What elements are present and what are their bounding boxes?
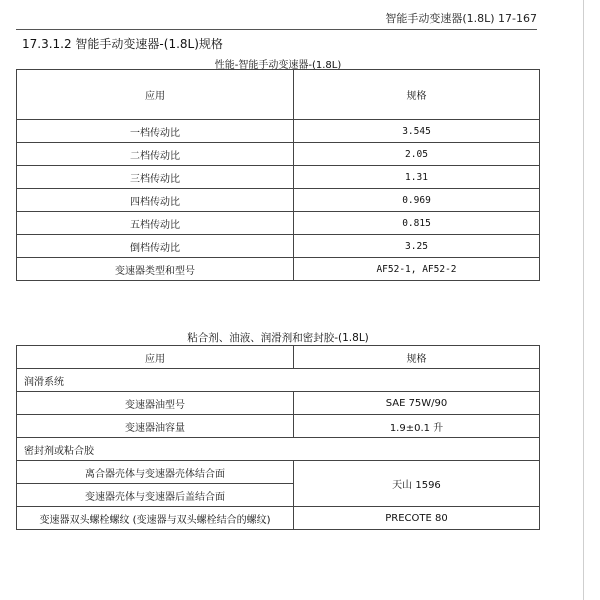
cell-application: 二档传动比	[17, 143, 294, 166]
cell-application: 四档传动比	[17, 189, 294, 212]
group-row	[17, 438, 540, 461]
performance-spec-table	[16, 69, 540, 281]
column-header-application: 应用	[17, 346, 294, 369]
fluids-sealant-table	[16, 345, 540, 530]
cell-application: 一档传动比	[17, 120, 294, 143]
cell-spec: PRECOTE 80	[294, 507, 540, 530]
table-row	[17, 461, 540, 484]
cell-spec-sealant: 天山 1596	[294, 461, 540, 507]
cell-application: 五档传动比	[17, 212, 294, 235]
cell-application: 变速器壳体与变速器后盖结合面	[17, 484, 294, 507]
table-row	[17, 143, 540, 166]
table-row	[17, 507, 540, 530]
cell-spec: 2.05	[294, 143, 540, 166]
column-header-spec: 规格	[294, 70, 540, 120]
table-row	[17, 120, 540, 143]
cell-spec: SAE 75W/90	[294, 392, 540, 415]
page-edge-divider	[583, 0, 584, 600]
cell-application: 变速器油型号	[17, 392, 294, 415]
cell-application: 倒档传动比	[17, 235, 294, 258]
column-header-spec: 规格	[294, 346, 540, 369]
group-label-sealant: 密封剂或粘合胶	[17, 438, 540, 461]
cell-spec: 0.815	[294, 212, 540, 235]
cell-application: 离合器壳体与变速器壳体结合面	[17, 461, 294, 484]
table-header-row	[17, 70, 540, 120]
cell-application: 变速器双头螺栓螺纹 (变速器与双头螺栓结合的螺纹)	[17, 507, 294, 530]
table-row	[17, 392, 540, 415]
cell-spec: 3.25	[294, 235, 540, 258]
cell-application: 变速器油容量	[17, 415, 294, 438]
table-row	[17, 166, 540, 189]
cell-application: 三档传动比	[17, 166, 294, 189]
table-row	[17, 235, 540, 258]
running-header: 智能手动变速器(1.8L) 17-167	[16, 10, 537, 30]
cell-spec: 3.545	[294, 120, 540, 143]
table2-caption: 粘合剂、油液、润滑剂和密封胶-(1.8L)	[187, 332, 369, 344]
table1-caption: 性能-智能手动变速器-(1.8L)	[214, 60, 342, 71]
section-title: 17.3.1.2 智能手动变速器-(1.8L)规格	[22, 37, 223, 51]
table-row	[17, 258, 540, 281]
table-header-row	[17, 346, 540, 369]
table-row	[17, 212, 540, 235]
group-row	[17, 369, 540, 392]
cell-spec: 1.9±0.1 升	[294, 415, 540, 438]
group-label-lubrication: 润滑系统	[17, 369, 540, 392]
cell-application: 变速器类型和型号	[17, 258, 294, 281]
table-row	[17, 189, 540, 212]
cell-spec: AF52-1, AF52-2	[294, 258, 540, 281]
cell-spec: 0.969	[294, 189, 540, 212]
table-row	[17, 415, 540, 438]
cell-spec: 1.31	[294, 166, 540, 189]
column-header-application: 应用	[17, 70, 294, 120]
